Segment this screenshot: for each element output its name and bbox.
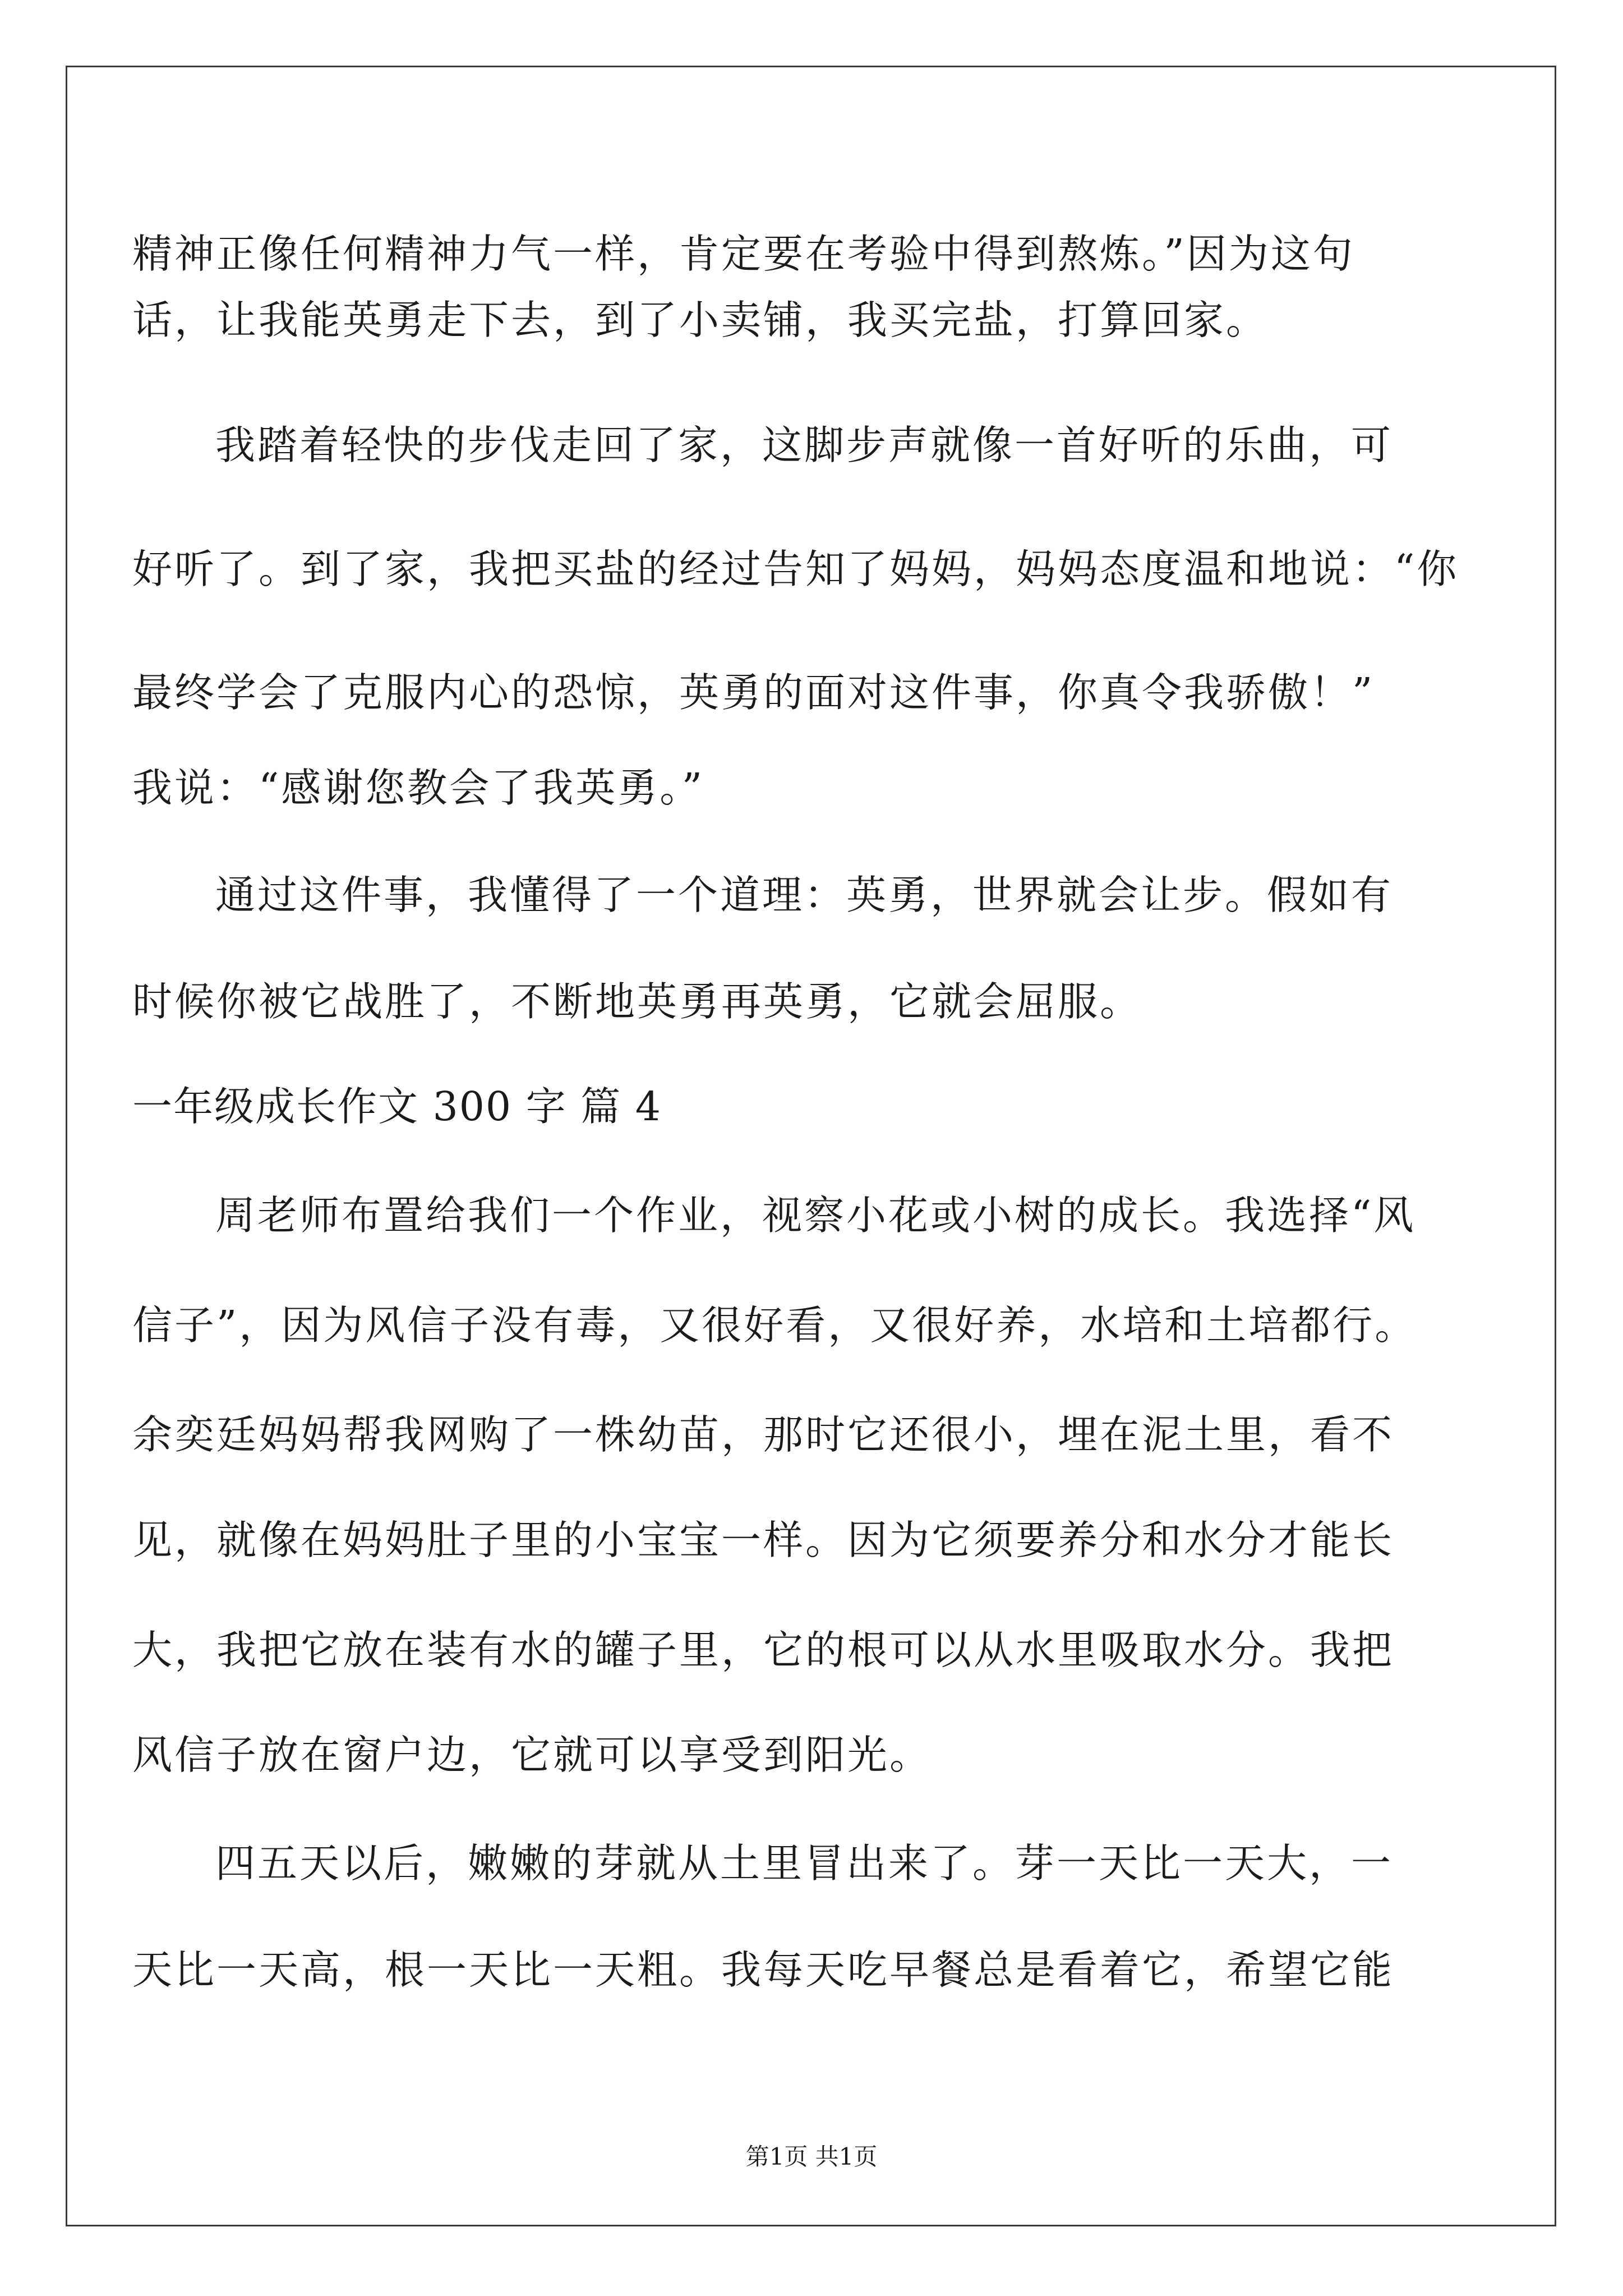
paragraph-line: 见，就像在妈妈肚子里的小宝宝一样。因为它须要养分和水分才能长 <box>132 1517 1395 1563</box>
paragraph-line: 时候你被它战胜了，不断地英勇再英勇，它就会屈服。 <box>132 978 1142 1025</box>
paragraph-line: 周老师布置给我们一个作业，视察小花或小树的成长。我选择“风 <box>215 1192 1416 1239</box>
paragraph-line: 精神正像任何精神力气一样，肯定要在考验中得到熬炼。”因为这句 <box>132 231 1355 277</box>
section-heading: 一年级成长作文 300 字 篇 4 <box>132 1083 662 1130</box>
paragraph-line: 最终学会了克服内心的恐惊，英勇的面对这件事，你真令我骄傲！” <box>132 669 1375 716</box>
paragraph-line: 四五天以后，嫩嫩的芽就从土里冒出来了。芽一天比一天大，一 <box>215 1840 1394 1887</box>
paragraph-line: 信子”，因为风信子没有毒，又很好看，又很好养，水培和土培都行。 <box>132 1302 1417 1349</box>
paragraph-line: 余奕廷妈妈帮我网购了一株幼苗，那时它还很小，埋在泥土里，看不 <box>132 1411 1395 1458</box>
page-frame <box>66 66 1556 2226</box>
paragraph-line: 风信子放在窗户边，它就可以享受到阳光。 <box>132 1732 932 1778</box>
paragraph-line: 我说：“感谢您教会了我英勇。” <box>132 765 705 811</box>
page-footer: 第1页 共1页 <box>745 2143 878 2170</box>
paragraph-line: 大，我把它放在装有水的罐子里，它的根可以从水里吸取水分。我把 <box>132 1627 1395 1673</box>
paragraph-line: 天比一天高，根一天比一天粗。我每天吃早餐总是看着它，希望它能 <box>132 1947 1395 1993</box>
paragraph-line: 通过这件事，我懂得了一个道理：英勇，世界就会让步。假如有 <box>215 872 1394 918</box>
paragraph-line: 好听了。到了家，我把买盐的经过告知了妈妈，妈妈态度温和地说：“你 <box>132 546 1459 592</box>
paragraph-line: 我踏着轻快的步伐走回了家，这脚步声就像一首好听的乐曲，可 <box>215 422 1394 468</box>
paragraph-line: 话，让我能英勇走下去，到了小卖铺，我买完盐，打算回家。 <box>132 297 1269 343</box>
